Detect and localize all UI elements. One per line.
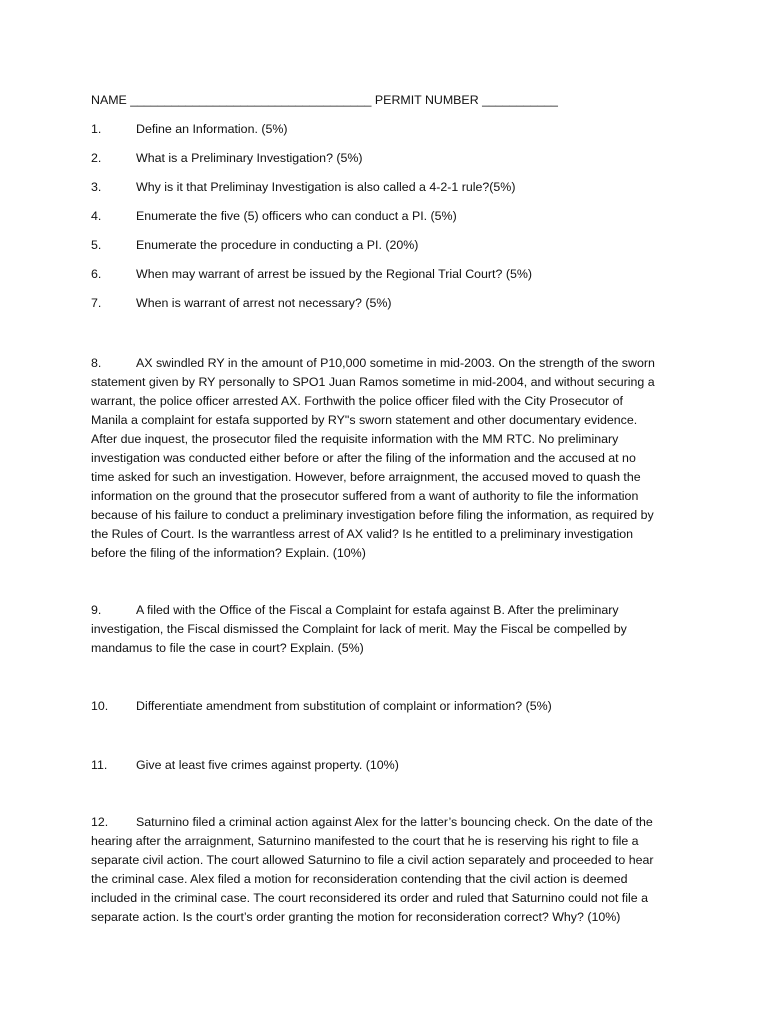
permit-number-label: PERMIT NUMBER (374, 93, 479, 107)
question-line: Manila a complaint for estafa supported by RY"s sworn statement and other documentary evidence. (91, 413, 638, 427)
question-7 (91, 294, 681, 313)
question-8 (91, 354, 681, 563)
question-line: separate action. Is the court’s order granting the motion for reconsideration correct? Why? (10%) (91, 910, 621, 924)
question-text: Define an Information. (5%) (136, 122, 288, 136)
question-number: 2. (91, 151, 102, 165)
question-line: time asked for such an investigation. However, before arraignment, the accused moved to quash the (91, 470, 641, 484)
question-line: the criminal case. Alex filed a motion for reconsideration contending that the civil action is deemed (91, 872, 628, 886)
question-11 (91, 756, 681, 775)
question-line: investigation, the Fiscal dismissed the Complaint for lack of merit. May the Fiscal be compelled by (91, 622, 627, 636)
name-blank: ___________________________________ (130, 93, 372, 107)
question-line: the Rules of Court. Is the warrantless arrest of AX valid? Is he entitled to a preliminary investigation (91, 527, 634, 541)
question-text: What is a Preliminary Investigation? (5%) (136, 151, 363, 165)
question-line: information on the ground that the prosecutor suffered from a want of authority to file the information (91, 489, 639, 503)
question-line: investigation was conducted either before or after the filing of the information and the accused at no (91, 451, 636, 465)
question-line: statement given by RY personally to SPO1 Juan Ramos sometime in mid-2004, and without securing a (91, 375, 655, 389)
question-text: When may warrant of arrest be issued by the Regional Trial Court? (5%) (136, 267, 532, 281)
question-text: When is warrant of arrest not necessary? (5%) (136, 296, 392, 310)
question-number: 9. (91, 603, 102, 617)
question-number: 11. (91, 758, 108, 772)
question-number: 1. (91, 122, 102, 136)
question-line: After due inquest, the prosecutor filed the requisite information with the MM RTC. No preliminary (91, 432, 619, 446)
question-9 (91, 601, 681, 658)
question-number: 5. (91, 238, 102, 252)
question-line: before the filing of the information? Explain. (10%) (91, 546, 366, 560)
question-text: Differentiate amendment from substitution of complaint or information? (5%) (136, 699, 552, 713)
question-2 (91, 149, 681, 168)
name-label: NAME (91, 93, 127, 107)
permit-number-blank: ___________ (482, 93, 558, 107)
question-number: 3. (91, 180, 102, 194)
question-number: 7. (91, 296, 102, 310)
question-10 (91, 697, 681, 716)
question-line: because of his failure to conduct a preliminary investigation before filing the information, as required by (91, 508, 654, 522)
question-number: 8. (91, 356, 102, 370)
question-text: Why is it that Preliminay Investigation is also called a 4-2-1 rule?(5%) (136, 180, 516, 194)
question-line: hearing after the arraignment, Saturnino manifested to the court that he is reserving his right to file a (91, 834, 639, 848)
question-number: 10. (91, 699, 109, 713)
question-line: AX swindled RY in the amount of P10,000 sometime in mid-2003. On the strength of the sworn (136, 356, 655, 370)
question-4 (91, 207, 681, 226)
question-3 (91, 178, 681, 197)
question-text: Enumerate the five (5) officers who can conduct a PI. (5%) (136, 209, 457, 223)
question-text: Give at least five crimes against property. (10%) (136, 758, 399, 772)
question-text: Enumerate the procedure in conducting a PI. (20%) (136, 238, 419, 252)
exam-sheet (91, 91, 681, 927)
question-number: 4. (91, 209, 102, 223)
question-line: Saturnino filed a criminal action against Alex for the latter’s bouncing check. On the date of the (136, 815, 653, 829)
question-line: mandamus to file the case in court? Explain. (5%) (91, 641, 364, 655)
question-number: 12. (91, 815, 109, 829)
question-1 (91, 120, 681, 139)
question-line: A filed with the Office of the Fiscal a Complaint for estafa against B. After the preliminary (136, 603, 619, 617)
question-line: included in the criminal case. The court reconsidered its order and ruled that Saturnino could not file a (91, 891, 648, 905)
exam-header (91, 91, 681, 110)
question-12 (91, 813, 681, 927)
question-line: warrant, the police officer arrested AX. Forthwith the police officer filed with the City Prosecutor of (91, 394, 623, 408)
question-6 (91, 265, 681, 284)
question-5 (91, 236, 681, 255)
question-line: separate civil action. The court allowed Saturnino to file a civil action separately and proceeded to hear (91, 853, 654, 867)
question-number: 6. (91, 267, 102, 281)
